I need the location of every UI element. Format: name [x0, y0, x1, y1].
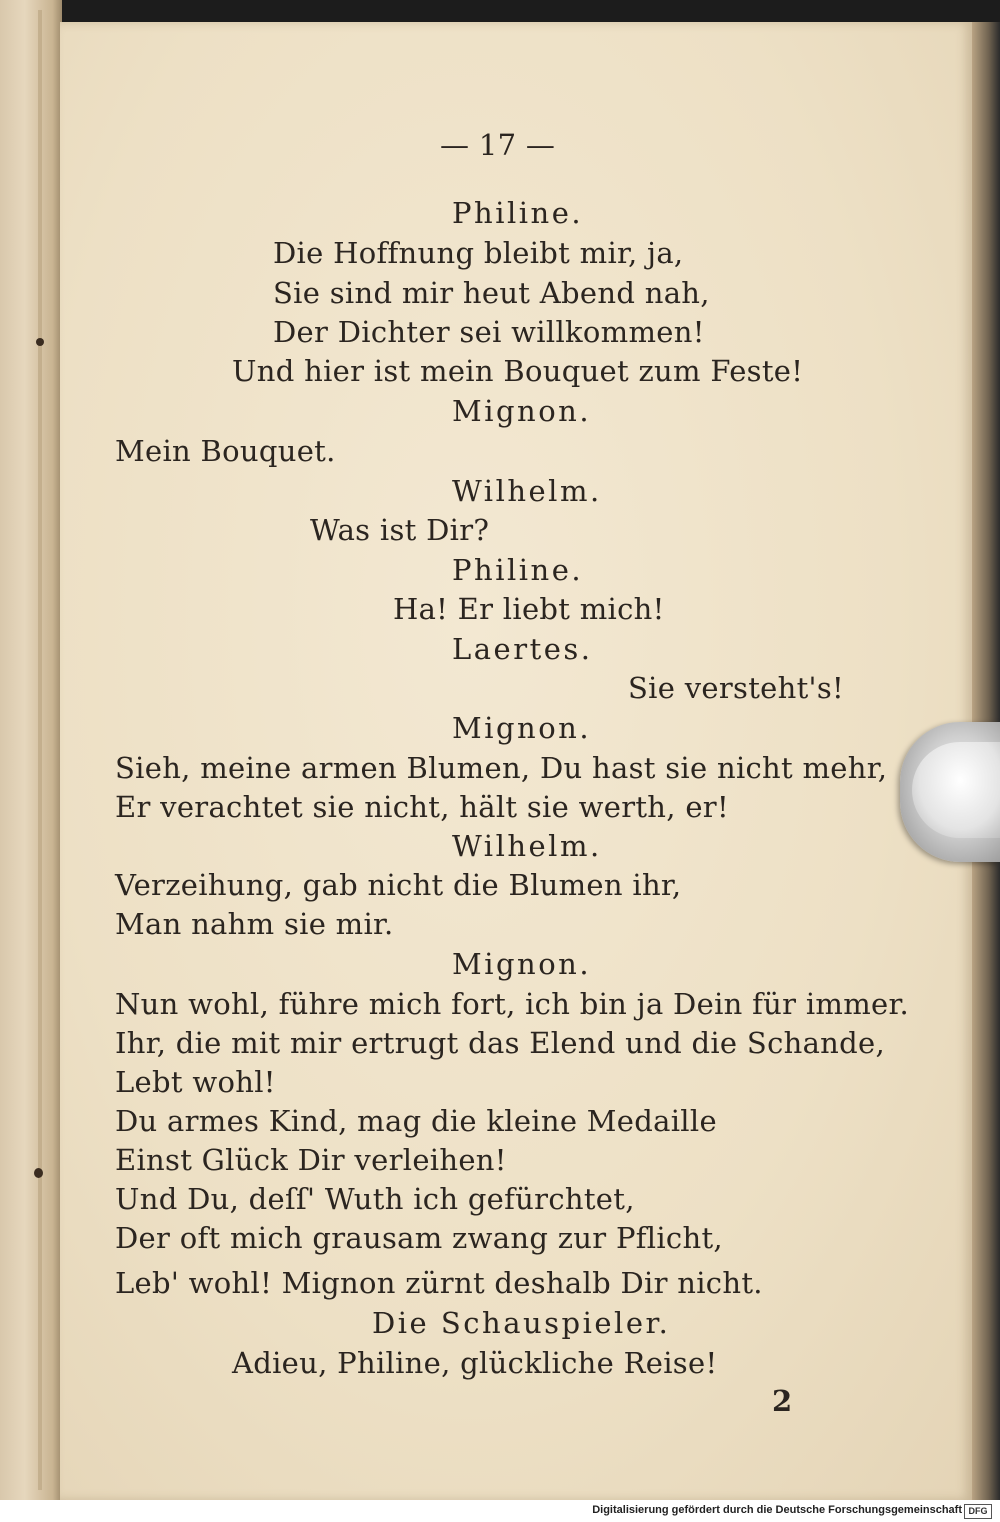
speaker-mignon: Mignon. — [452, 711, 592, 745]
dfg-logo-icon: DFG — [964, 1504, 992, 1519]
paper-speck — [34, 1168, 43, 1178]
verse-line: Die Hoffnung bleibt mir, ja, — [273, 236, 684, 270]
verse-line: Und hier ist mein Bouquet zum Feste! — [232, 354, 804, 388]
verse-line: Sieh, meine armen Blumen, Du hast sie nicht mehr, — [115, 751, 888, 785]
verse-line: Sie versteht's! — [628, 671, 844, 705]
page-clip-highlight — [912, 742, 1000, 838]
speaker-mignon: Mignon. — [452, 947, 592, 981]
verse-line: Verzeihung, gab nicht die Blumen ihr, — [115, 868, 682, 902]
verse-line: Er verachtet sie nicht, hält sie werth, er! — [115, 790, 729, 824]
verse-line: Was ist Dir? — [310, 513, 490, 547]
verse-line: Du armes Kind, mag die kleine Medaille — [115, 1104, 717, 1138]
verse-line: Sie sind mir heut Abend nah, — [273, 276, 710, 310]
verse-line: Ha! Er liebt mich! — [393, 592, 665, 626]
speaker-schauspieler: Die Schauspieler. — [372, 1306, 671, 1340]
footer-credit: Digitalisierung gefördert durch die Deutsche Forschungsgemeinschaft — [592, 1504, 962, 1516]
verse-line: Nun wohl, führe mich fort, ich bin ja Dein für immer. — [115, 987, 909, 1021]
signature-mark: 2 — [772, 1384, 793, 1418]
verse-line: Leb' wohl! Mignon zürnt deshalb Dir nicht. — [115, 1266, 763, 1300]
paper-speck — [36, 338, 44, 346]
speaker-wilhelm: Wilhelm. — [452, 474, 602, 508]
speaker-laertes: Laertes. — [452, 632, 593, 666]
verse-line: Mein Bouquet. — [115, 434, 336, 468]
verse-line: Einst Glück Dir verleihen! — [115, 1143, 507, 1177]
speaker-philine: Philine. — [452, 553, 584, 587]
verse-line: Adieu, Philine, glückliche Reise! — [232, 1346, 718, 1380]
verse-line: Der Dichter sei willkommen! — [273, 315, 705, 349]
book-spine — [0, 0, 62, 1500]
verse-line: Ihr, die mit mir ertrugt das Elend und die Schande, — [115, 1026, 885, 1060]
verse-line: Und Du, deſſ' Wuth ich gefürchtet, — [115, 1182, 635, 1216]
verse-line: Man nahm sie mir. — [115, 907, 394, 941]
page-header: — 17 — — [440, 128, 556, 162]
speaker-philine: Philine. — [452, 196, 584, 230]
spine-fold — [38, 10, 42, 1490]
speaker-wilhelm: Wilhelm. — [452, 829, 602, 863]
verse-line: Lebt wohl! — [115, 1065, 276, 1099]
speaker-mignon: Mignon. — [452, 394, 592, 428]
verse-line: Der oft mich grausam zwang zur Pflicht, — [115, 1221, 723, 1255]
